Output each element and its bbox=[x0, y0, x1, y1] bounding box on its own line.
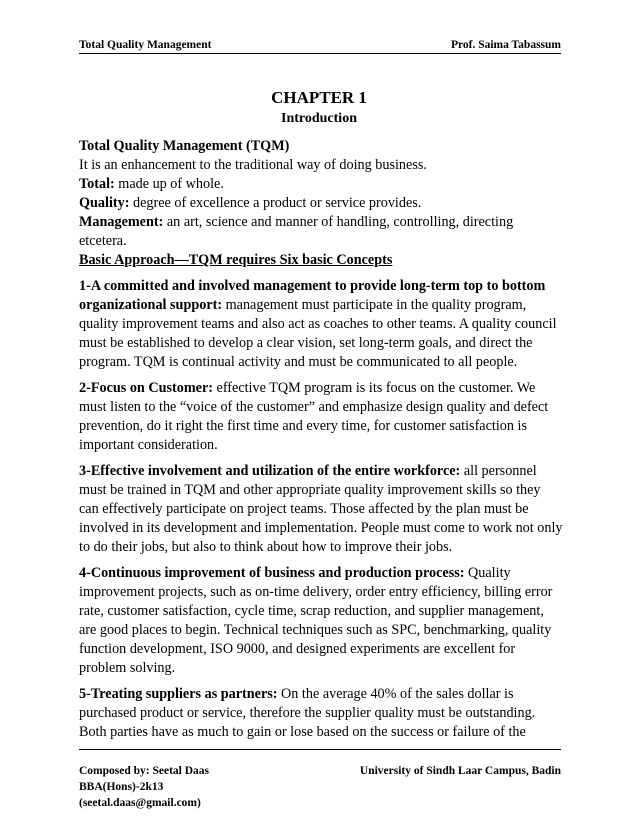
document-body bbox=[79, 137, 563, 742]
basic-approach-heading: Basic Approach—TQM requires Six basic Concepts bbox=[79, 252, 393, 268]
page-header bbox=[79, 38, 561, 54]
chapter-subtitle: Introduction bbox=[281, 111, 357, 126]
concept-title: 1-A committed and involved management to provide long-term top to bottom organizational support: bbox=[79, 278, 546, 313]
concept-5 bbox=[79, 685, 563, 742]
concept-1 bbox=[79, 277, 563, 372]
definition-text: an art, science and manner of handling, controlling, directing etcetera. bbox=[79, 214, 514, 249]
footer-email: (seetal.daas@gmail.com) bbox=[79, 797, 201, 809]
concept-text: On the average 40% of the sales dollar is purchased product or service, therefore the supplier quality must be outstanding. Both parties have as much to gain or lose based on the success or failure of the bbox=[79, 686, 536, 740]
definition-total bbox=[79, 175, 563, 194]
tqm-heading: Total Quality Management (TQM) bbox=[79, 138, 290, 154]
definition-text: degree of excellence a product or service provides. bbox=[129, 195, 422, 211]
definition-term: Quality: bbox=[79, 195, 130, 211]
tqm-intro-line: It is an enhancement to the traditional way of doing business. bbox=[79, 157, 427, 173]
footer-divider bbox=[79, 749, 561, 750]
concept-title: 2-Focus on Customer: bbox=[79, 380, 213, 396]
page-footer bbox=[79, 763, 561, 811]
definition-management bbox=[79, 213, 563, 251]
chapter-title: CHAPTER 1 bbox=[271, 88, 367, 107]
definition-term: Total: bbox=[79, 176, 115, 192]
concept-title: 4-Continuous improvement of business and production process: bbox=[79, 565, 465, 581]
header-course-title: Total Quality Management bbox=[79, 39, 212, 51]
definition-text: made up of whole. bbox=[114, 176, 224, 192]
concept-4 bbox=[79, 564, 563, 678]
footer-composed-by: Composed by: Seetal Daas bbox=[79, 765, 210, 777]
definition-term: Management: bbox=[79, 214, 164, 230]
concept-text: effective TQM program is its focus on the customer. We must listen to the “voice of the customer” and emphasize design quality and defect prevention, do it right the first time and every time, for customer satisfaction is important consideration. bbox=[79, 380, 549, 453]
concept-title: 5-Treating suppliers as partners: bbox=[79, 686, 278, 702]
footer-row bbox=[79, 763, 561, 779]
footer-university: University of Sindh Laar Campus, Badin bbox=[359, 765, 561, 777]
footer-degree: BBA(Hons)-2k13 bbox=[79, 781, 164, 793]
definition-quality bbox=[79, 194, 563, 213]
concept-3 bbox=[79, 462, 563, 557]
concept-title: 3-Effective involvement and utilization of the entire workforce: bbox=[79, 463, 461, 479]
concept-text: Quality improvement projects, such as on-time delivery, order entry efficiency, billing error rate, customer satisfaction, cycle time, scrap reduction, and supplier management, are good places to begin. Technical techniques such as SPC, benchmarking, quality function development, ISO 9000, and designed experiments are excellent for problem solving. bbox=[79, 565, 553, 676]
concept-text: all personnel must be trained in TQM and other appropriate quality improvement skills so they can effectively participate on project teams. Those affected by the plan must be involved in its development and implementation. People must come to work not only to do their jobs, but also to think about how to improve their jobs. bbox=[79, 463, 563, 555]
concept-text: management must participate in the quality program, quality improvement teams and also act as coaches to other teams. A quality council must be established to develop a clear vision, set long-term goals, and direct the program. TQM is continual activity and must be communicated to all people. bbox=[79, 297, 557, 370]
concept-2 bbox=[79, 379, 563, 455]
header-author: Prof. Saima Tabassum bbox=[450, 39, 561, 51]
